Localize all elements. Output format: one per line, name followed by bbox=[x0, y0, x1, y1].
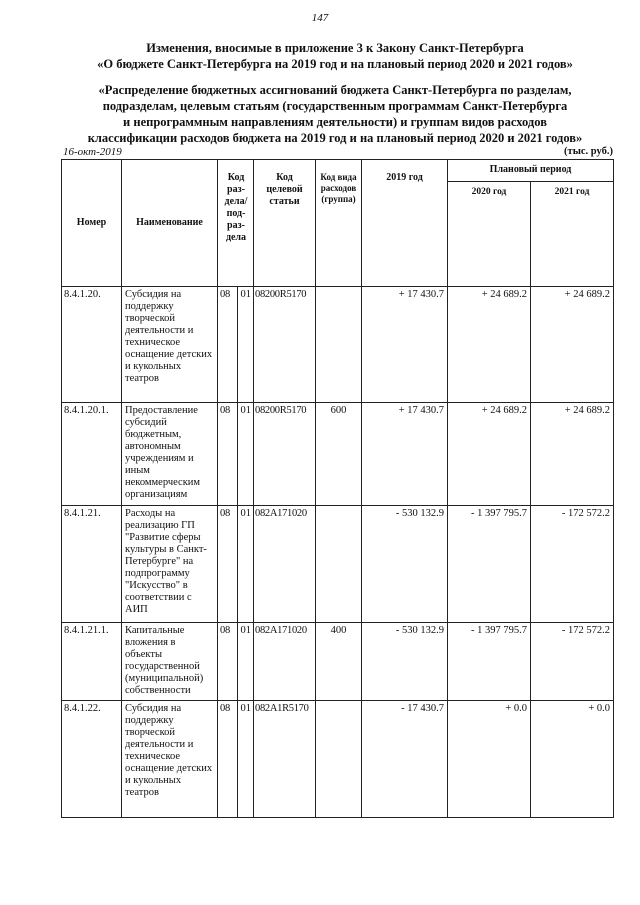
header-section-code: Код раз-дела/ под-раз-дела bbox=[218, 160, 254, 287]
table-row bbox=[62, 701, 614, 818]
document-title bbox=[40, 40, 630, 72]
row-expense-type: 400 bbox=[316, 623, 362, 701]
row-subsection: 01 bbox=[238, 701, 254, 818]
row-section: 08 bbox=[218, 403, 238, 506]
row-target-code: 08200R5170 bbox=[254, 403, 316, 506]
title-line-2: «О бюджете Санкт-Петербурга на 2019 год и на плановый период 2020 и 2021 годов» bbox=[97, 57, 573, 71]
header-2021: 2021 год bbox=[531, 182, 614, 287]
row-subsection: 01 bbox=[238, 403, 254, 506]
row-name: Предоставление субсидий бюджетным, автономным учреждениям и иным некоммерческим организациям bbox=[122, 403, 218, 506]
table-row bbox=[62, 287, 614, 403]
row-value-2021: + 0.0 bbox=[531, 701, 614, 818]
row-section: 08 bbox=[218, 623, 238, 701]
header-number: Номер bbox=[62, 160, 122, 287]
page-number: 147 bbox=[311, 12, 329, 24]
subtitle-line-4: классификации расходов бюджета на 2019 год и на плановый период 2020 и 2021 годов» bbox=[87, 131, 583, 145]
row-value-2021: - 172 572.2 bbox=[531, 623, 614, 701]
subtitle-line-1: «Распределение бюджетных ассигнований бюджета Санкт-Петербурга по разделам, bbox=[98, 83, 572, 97]
header-target-code: Код целевой статьи bbox=[254, 160, 316, 287]
row-section: 08 bbox=[218, 287, 238, 403]
row-section: 08 bbox=[218, 506, 238, 623]
row-subsection: 01 bbox=[238, 287, 254, 403]
row-value-2020: + 24 689.2 bbox=[448, 287, 531, 403]
row-expense-type bbox=[316, 506, 362, 623]
row-target-code: 082A171020 bbox=[254, 623, 316, 701]
table-row bbox=[62, 403, 614, 506]
row-name: Капитальные вложения в объекты государственной (муниципальной) собственности bbox=[122, 623, 218, 701]
header-planned-period: Плановый период bbox=[448, 160, 614, 182]
row-target-code: 082A171020 bbox=[254, 506, 316, 623]
row-number: 8.4.1.20. bbox=[62, 287, 122, 403]
row-number: 8.4.1.21. bbox=[62, 506, 122, 623]
subtitle-line-2: подразделам, целевым статьям (государственным программам Санкт-Петербурга bbox=[102, 99, 568, 113]
document-date: 16-окт-2019 bbox=[63, 146, 122, 158]
header-2019: 2019 год bbox=[362, 160, 448, 287]
row-value-2019: + 17 430.7 bbox=[362, 287, 448, 403]
row-value-2021: - 172 572.2 bbox=[531, 506, 614, 623]
row-value-2019: - 530 132.9 bbox=[362, 506, 448, 623]
document-subtitle bbox=[40, 82, 630, 146]
row-value-2020: + 24 689.2 bbox=[448, 403, 531, 506]
row-value-2020: + 0.0 bbox=[448, 701, 531, 818]
budget-table bbox=[61, 159, 614, 818]
row-number: 8.4.1.22. bbox=[62, 701, 122, 818]
row-value-2019: - 17 430.7 bbox=[362, 701, 448, 818]
row-subsection: 01 bbox=[238, 623, 254, 701]
row-value-2020: - 1 397 795.7 bbox=[448, 623, 531, 701]
table-row bbox=[62, 506, 614, 623]
row-subsection: 01 bbox=[238, 506, 254, 623]
title-line-1: Изменения, вносимые в приложение 3 к Закону Санкт-Петербурга bbox=[146, 41, 524, 55]
row-value-2020: - 1 397 795.7 bbox=[448, 506, 531, 623]
units-label: (тыс. руб.) bbox=[564, 146, 613, 157]
table-row bbox=[62, 623, 614, 701]
header-2020: 2020 год bbox=[448, 182, 531, 287]
row-target-code: 08200R5170 bbox=[254, 287, 316, 403]
row-name: Субсидия на поддержку творческой деятельности и техническое оснащение детских и кукольных театров bbox=[122, 701, 218, 818]
row-value-2021: + 24 689.2 bbox=[531, 403, 614, 506]
row-section: 08 bbox=[218, 701, 238, 818]
row-number: 8.4.1.21.1. bbox=[62, 623, 122, 701]
row-expense-type bbox=[316, 701, 362, 818]
row-expense-type: 600 bbox=[316, 403, 362, 506]
row-value-2021: + 24 689.2 bbox=[531, 287, 614, 403]
subtitle-line-3: и непрограммным направлениям деятельности) и группам видов расходов bbox=[123, 115, 547, 129]
row-name: Субсидия на поддержку творческой деятельности и техническое оснащение детских и кукольных театров bbox=[122, 287, 218, 403]
header-name: Наименование bbox=[122, 160, 218, 287]
row-value-2019: - 530 132.9 bbox=[362, 623, 448, 701]
header-expense-type: Код вида расходов (группа) bbox=[316, 160, 362, 287]
row-number: 8.4.1.20.1. bbox=[62, 403, 122, 506]
row-name: Расходы на реализацию ГП "Развитие сферы культуры в Санкт-Петербурге" на подпрограмму "Искусство" в соответствии с АИП bbox=[122, 506, 218, 623]
row-expense-type bbox=[316, 287, 362, 403]
row-value-2019: + 17 430.7 bbox=[362, 403, 448, 506]
row-target-code: 082A1R5170 bbox=[254, 701, 316, 818]
